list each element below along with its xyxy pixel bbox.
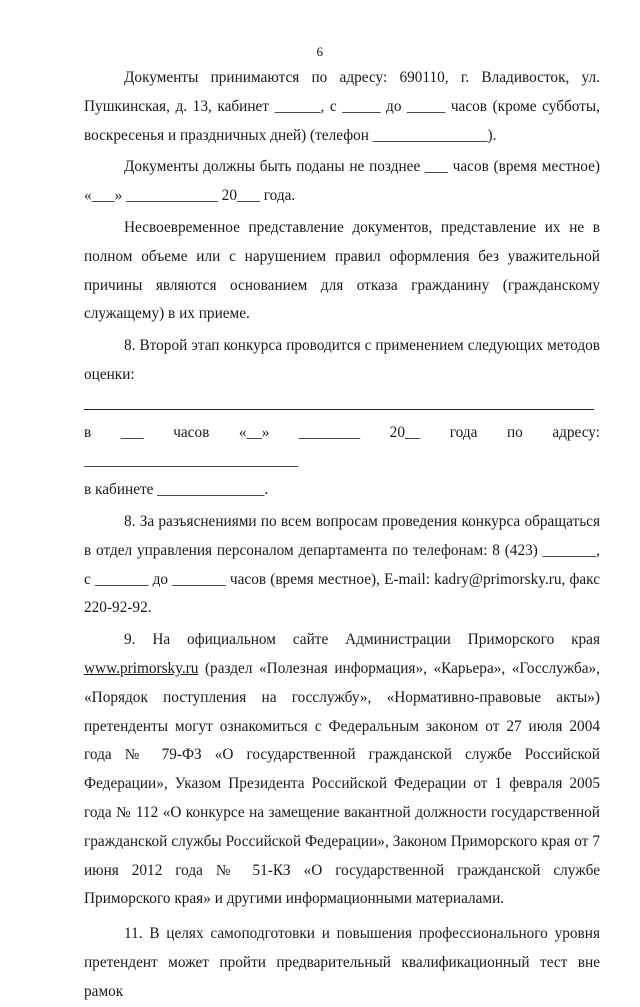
paragraph-documents-deadline: Документы должны быть поданы не позднее ___ часов (время местное) «___» ____________ 20___ года.: [84, 158, 600, 205]
paragraph-website-info: [84, 626, 600, 914]
document-body: [84, 64, 600, 1007]
paragraph-documents-address: Документы принимаются по адресу: 690110, г. Владивосток, ул. Пушкинская, д. 13, кабинет ______, с _____ до _____ часов (кроме субботы, воскресенья и праздничных дней) (телефон _______________).: [84, 69, 600, 144]
paragraph-stage-time-address: в ___ часов «__» ________ 20__ года по адресу: ____________________________: [84, 423, 600, 470]
blank-methods-line: [84, 390, 600, 419]
paragraph-stage-room: в кабинете ______________.: [84, 481, 269, 499]
website-rest: (раздел «Полезная информация», «Карьера», «Госслужба», «Порядок поступления на госслужбу», «Нормативно-правовые акты») претенденты могут ознакомиться с Федеральным законом от 27 июля 2004 года № 79-ФЗ «О государственной гражданской службе Российской Федерации», Указом Президента Российской Федерации от 1 февраля 2005 года № 112 «О конкурсе на замещение вакантной должности государственной гражданской службы Российской Федерации», Законом Приморского края от 7 июня 2012 года № 51-КЗ «О государственной гражданской службе Приморского края» и другими информационными материалами.: [84, 659, 600, 908]
paragraph-late-submission: Несвоевременное представление документов, представление их не в полном объеме или с нарушением правил оформления без уважительной причины являются основанием для отказа гражданину (гражданскому служащему) в их приеме.: [84, 218, 600, 323]
page-number: 6: [316, 44, 324, 59]
paragraph-self-preparation: 11. В целях самоподготовки и повышения профессионального уровня претендент может пройти предварительный квалификационный тест вне рамок: [84, 925, 600, 1000]
website-prefix: 9. На официальном сайте Администрации Приморского края: [124, 631, 600, 649]
paragraph-contacts: 8. За разъяснениями по всем вопросам проведения конкурса обращаться в отдел управления персоналом департамента по телефонам: 8 (423) _______, с _______ до _______ часов (время местное), E-mail: kadry@primorsky.ru, факс 220-92-92.: [84, 512, 600, 617]
website-link[interactable]: www.primorsky.ru: [84, 659, 199, 677]
paragraph-second-stage: 8. Второй этап конкурса проводится с применением следующих методов оценки:: [84, 337, 600, 383]
